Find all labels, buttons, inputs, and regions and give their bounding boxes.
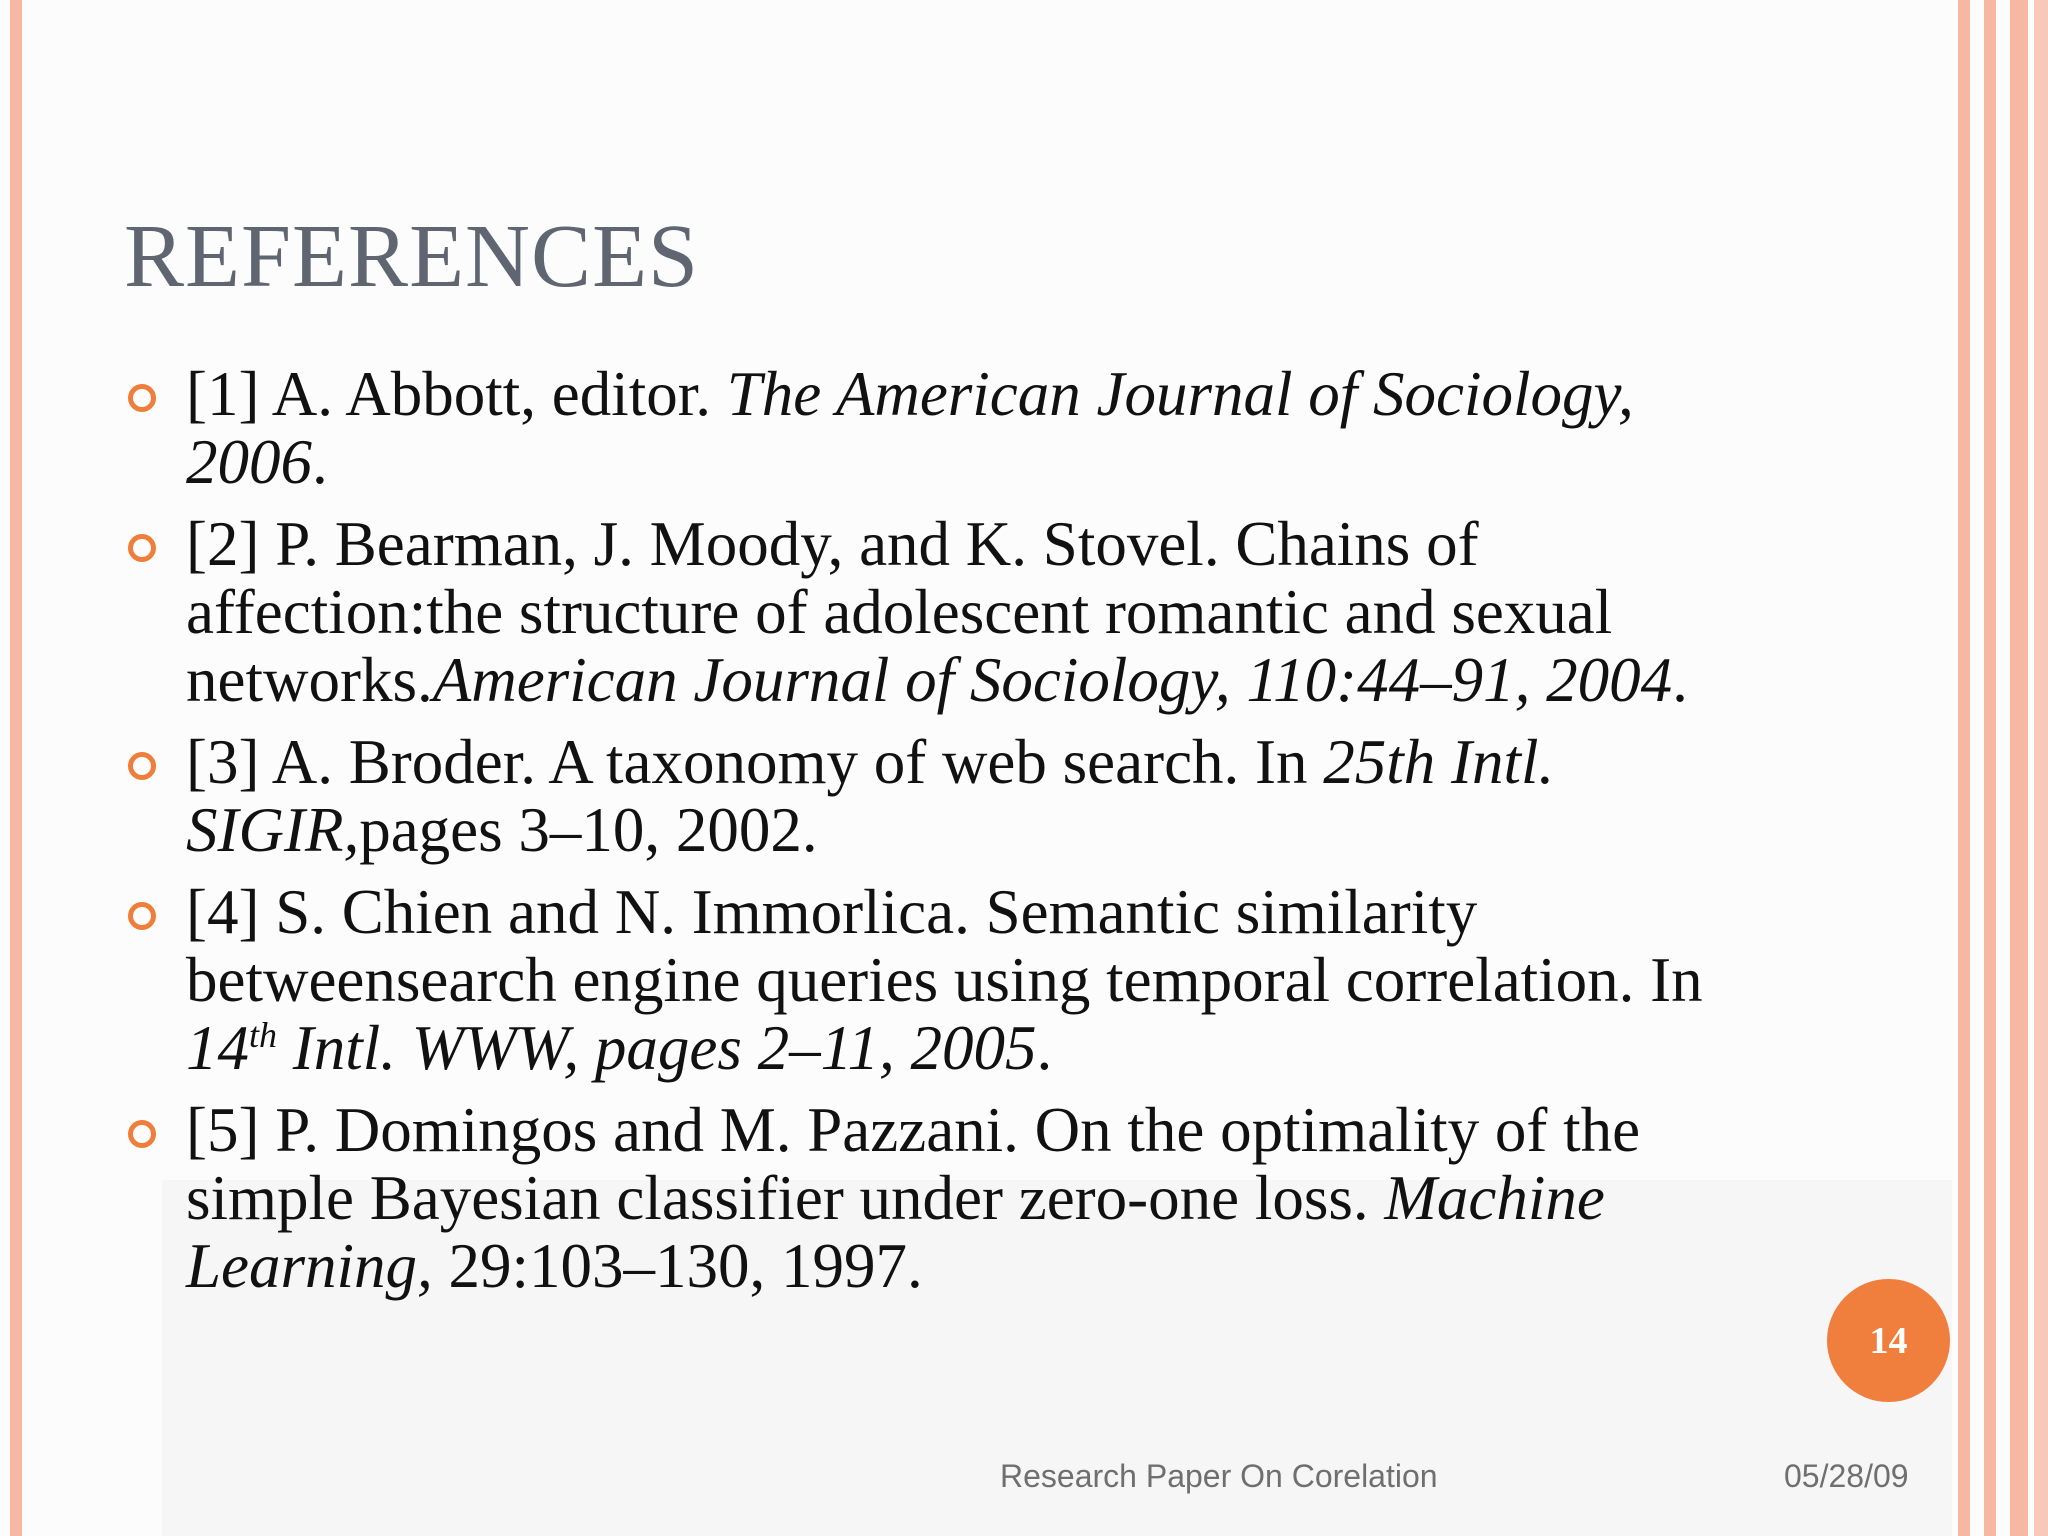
- left-border-bar: [10, 0, 22, 1536]
- reference-italic-text: American Journal of Sociology, 110:44–91, 2004: [432, 645, 1673, 715]
- reference-italic-text: The American Journal of Sociology, 2006: [186, 359, 1634, 497]
- reference-item: [126, 728, 1776, 864]
- reference-text: [2] P. Bearman, J. Moody, and K. Stovel. Chains of affection:the structure of adolescent romantic and sexual networks.: [186, 509, 1613, 715]
- footer-title: Research Paper On Corelation: [1000, 1458, 1438, 1494]
- circle-bullet-icon: [128, 752, 156, 780]
- page-number-badge: 14: [1827, 1279, 1950, 1402]
- reference-italic-text: Machine Learning,: [186, 1163, 1605, 1301]
- reference-item: [126, 1096, 1776, 1300]
- reference-tail-text: .: [1036, 1013, 1053, 1083]
- circle-bullet-icon: [128, 902, 156, 930]
- circle-bullet-icon: [128, 384, 156, 412]
- circle-bullet-icon: [128, 1120, 156, 1148]
- reference-text: [3] A. Broder. A taxonomy of web search. In: [186, 727, 1324, 797]
- reference-item: [126, 878, 1776, 1082]
- reference-tail-text: pages 3–10, 2002.: [359, 795, 818, 865]
- reference-text: [1] A. Abbott, editor.: [186, 359, 727, 429]
- reference-text: [4] S. Chien and N. Immorlica. Semantic similarity betweensearch engine queries using temporal correlation. In: [186, 877, 1703, 1015]
- right-border-bar: [1984, 0, 1996, 1536]
- reference-italic-text: 14: [186, 1013, 249, 1083]
- right-border-bar: [2034, 0, 2048, 1536]
- reference-superscript: th: [249, 1015, 278, 1055]
- reference-text: [5] P. Domingos and M. Pazzani. On the optimality of the simple Bayesian classifier under zero-one loss.: [186, 1095, 1641, 1233]
- reference-italic-text: Intl. WWW, pages 2–11, 2005: [277, 1013, 1037, 1083]
- footer-date: 05/28/09: [1784, 1458, 1909, 1494]
- reference-italic-text: 25th Intl. SIGIR,: [186, 727, 1555, 865]
- right-border-bar: [2010, 0, 2028, 1536]
- reference-item: [126, 360, 1776, 496]
- right-border-bar: [1958, 0, 1970, 1536]
- reference-tail-text: 29:103–130, 1997.: [432, 1231, 923, 1301]
- circle-bullet-icon: [128, 534, 156, 562]
- reference-list: [126, 360, 1776, 1314]
- reference-tail-text: .: [312, 427, 328, 497]
- slide-title: REFERENCES: [124, 207, 700, 306]
- reference-tail-text: .: [1672, 645, 1688, 715]
- reference-item: [126, 510, 1776, 714]
